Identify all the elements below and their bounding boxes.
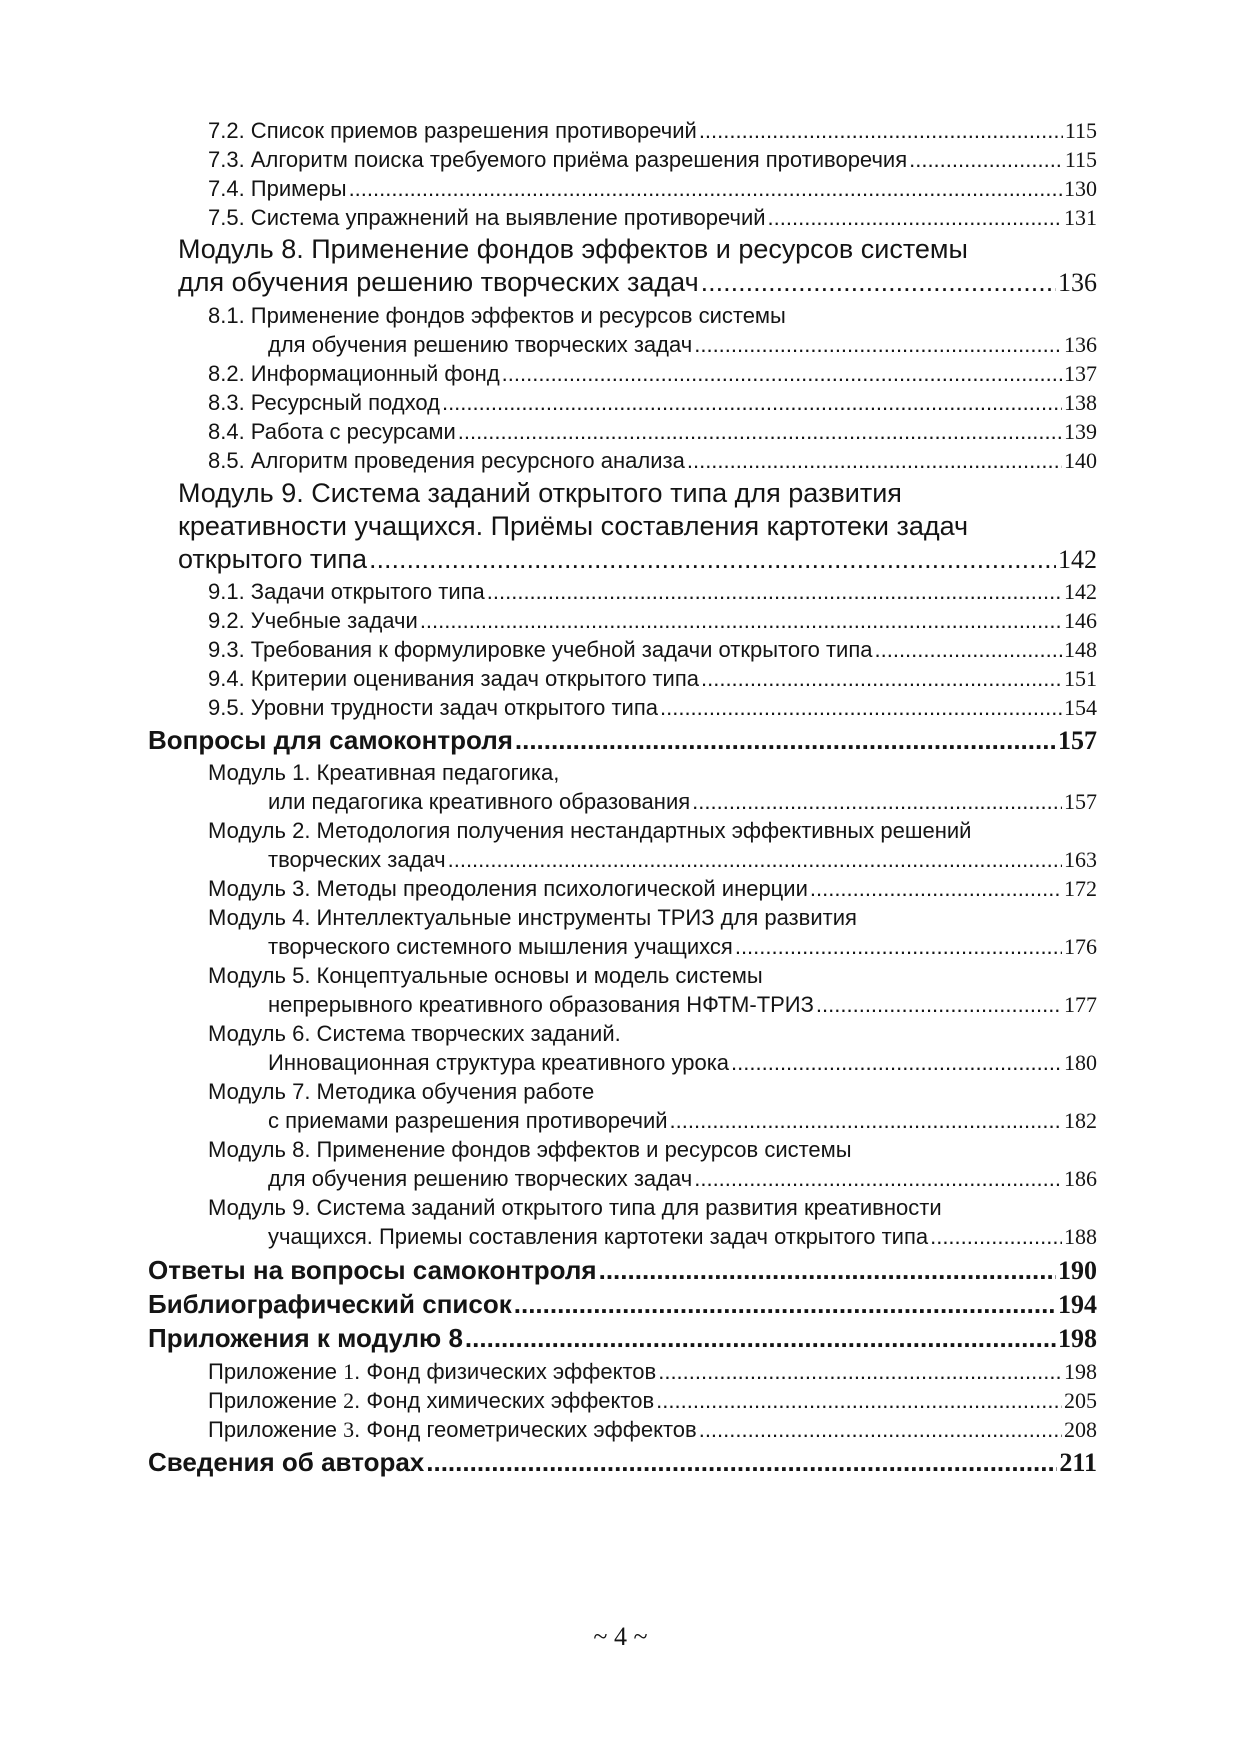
toc-entry-title: 8.5. Алгоритм проведения ресурсного анализа xyxy=(208,448,685,473)
toc-entry-title: 7.3. Алгоритм поиска требуемого приёма разрешения противоречия xyxy=(208,147,908,172)
toc-page-number: 136 xyxy=(1064,332,1097,357)
toc-entry-first-line[interactable] xyxy=(0,905,1241,931)
toc-page-number: 140 xyxy=(1064,448,1097,473)
toc-leader xyxy=(458,419,1062,445)
toc-page-number: 188 xyxy=(1064,1224,1097,1249)
toc-leader xyxy=(768,205,1062,231)
toc-page-number: 130 xyxy=(1064,176,1097,201)
toc-page-number: 186 xyxy=(1064,1166,1097,1191)
toc-leader xyxy=(694,332,1062,358)
toc-page-number: 142 xyxy=(1058,545,1097,574)
toc-entry-title: Модуль 1. Креативная педагогика, xyxy=(208,760,560,785)
toc-module-title-line2[interactable] xyxy=(0,511,1241,542)
toc-leader xyxy=(810,876,1062,902)
toc-module-title[interactable] xyxy=(0,234,1241,265)
toc-leader xyxy=(670,1108,1062,1134)
toc-section-heading[interactable] xyxy=(0,1323,1241,1354)
toc-entry-title: Модуль 8. Применение фондов эффектов и ресурсов системы xyxy=(178,234,968,264)
toc-leader xyxy=(658,1359,1062,1385)
toc-leader xyxy=(731,1050,1062,1076)
toc-entry-continuation: открытого типа xyxy=(178,544,367,574)
toc-entry-continuation: учащихся. Приемы составления картотеки задач открытого типа xyxy=(268,1224,929,1249)
toc-entry-continuation: или педагогика креативного образования xyxy=(268,789,691,814)
appendix-number: 2 xyxy=(343,1388,355,1413)
toc-entry-title: Модуль 6. Система творческих заданий. xyxy=(208,1021,621,1046)
toc-page-number: 136 xyxy=(1058,268,1097,297)
toc-entry-title: 9.4. Критерии оценивания задач открытого типа xyxy=(208,666,699,691)
toc-entry-title: 9.2. Учебные задачи xyxy=(208,608,418,633)
toc-entry-title: 8.1. Применение фондов эффектов и ресурсов системы xyxy=(208,303,786,328)
toc-entry[interactable] xyxy=(0,789,1241,815)
toc-entry[interactable] xyxy=(0,579,1241,605)
toc-entry[interactable] xyxy=(0,934,1241,960)
toc-page-number: 142 xyxy=(1064,579,1097,604)
toc-leader xyxy=(687,448,1062,474)
toc-entry-title: Приложение 2. Фонд химических эффектов xyxy=(208,1388,655,1413)
toc-leader xyxy=(656,1388,1062,1414)
toc-entry[interactable] xyxy=(0,1359,1241,1385)
toc-section-heading[interactable] xyxy=(0,1255,1241,1286)
toc-entry[interactable] xyxy=(0,361,1241,387)
toc-entry[interactable] xyxy=(0,118,1241,144)
toc-entry-first-line[interactable] xyxy=(0,818,1241,844)
toc-entry-title: 9.5. Уровни трудности задач открытого типа xyxy=(208,695,658,720)
toc-page-number: 137 xyxy=(1064,361,1097,386)
toc-entry-title: Модуль 9. Система заданий открытого типа для развития xyxy=(178,478,902,508)
toc-entry-title: 9.1. Задачи открытого типа xyxy=(208,579,485,604)
toc-entry-title: 8.4. Работа с ресурсами xyxy=(208,419,456,444)
toc-entry-title: Модуль 2. Методология получения нестандартных эффективных решений xyxy=(208,818,972,843)
toc-entry-title: Приложение 3. Фонд геометрических эффектов xyxy=(208,1417,697,1442)
toc-entry[interactable] xyxy=(0,876,1241,902)
toc-leader xyxy=(515,725,1056,756)
toc-page-number: 154 xyxy=(1064,695,1097,720)
toc-entry-continuation: творческого системного мышления учащихся xyxy=(268,934,733,959)
toc-entry-title: Приложение 1. Фонд физических эффектов xyxy=(208,1359,657,1384)
toc-leader xyxy=(448,847,1062,873)
toc-entry[interactable] xyxy=(0,332,1241,358)
toc-page-number: 139 xyxy=(1064,419,1097,444)
toc-leader xyxy=(699,118,1063,144)
toc-entry-title: 7.5. Система упражнений на выявление противоречий xyxy=(208,205,766,230)
page-number-footer: ~ 4 ~ xyxy=(593,1622,648,1651)
toc-entry-title: Модуль 9. Система заданий открытого типа для развития креативности xyxy=(208,1195,942,1220)
toc-entry-first-line[interactable] xyxy=(0,1079,1241,1105)
toc-leader xyxy=(694,1166,1062,1192)
toc-page-number: 146 xyxy=(1064,608,1097,633)
toc-entry-title: 8.3. Ресурсный подход xyxy=(208,390,440,415)
toc-leader xyxy=(930,1224,1062,1250)
toc-page-number: 138 xyxy=(1064,390,1097,415)
toc-entry[interactable] xyxy=(0,695,1241,721)
toc-leader xyxy=(875,637,1063,663)
toc-page-number: 182 xyxy=(1064,1108,1097,1133)
toc-entry[interactable] xyxy=(0,1166,1241,1192)
toc-entry-continuation: непрерывного креативного образования НФТМ-ТРИЗ xyxy=(268,992,814,1017)
toc-entry-continuation: с приемами разрешения противоречий xyxy=(268,1108,668,1133)
toc-entry-title: Сведения об авторах xyxy=(148,1447,425,1477)
toc-leader xyxy=(909,147,1063,173)
toc-leader xyxy=(699,1417,1062,1443)
toc-leader xyxy=(692,789,1062,815)
toc-entry[interactable] xyxy=(0,267,1241,298)
toc-leader xyxy=(660,695,1062,721)
toc-leader xyxy=(735,934,1062,960)
toc-leader xyxy=(514,1289,1056,1320)
toc-page-number: 115 xyxy=(1064,147,1097,172)
toc-entry-first-line[interactable] xyxy=(0,760,1241,786)
toc-entry[interactable] xyxy=(0,205,1241,231)
toc-page-number: 194 xyxy=(1058,1290,1097,1319)
toc-page-number: 151 xyxy=(1064,666,1097,691)
toc-leader xyxy=(487,579,1062,605)
toc-entry[interactable] xyxy=(0,1388,1241,1414)
toc-page-number: 131 xyxy=(1064,205,1097,230)
toc-section-heading[interactable] xyxy=(0,1289,1241,1320)
toc-page-number: 190 xyxy=(1058,1256,1097,1285)
toc-module-title[interactable] xyxy=(0,478,1241,509)
toc-entry-continuation: Инновационная структура креативного урока xyxy=(268,1050,730,1075)
toc-leader xyxy=(701,267,1056,298)
toc-entry[interactable] xyxy=(0,666,1241,692)
toc-leader xyxy=(349,176,1062,202)
toc-entry[interactable] xyxy=(0,419,1241,445)
toc-entry-first-line[interactable] xyxy=(0,303,1241,329)
toc-entry[interactable] xyxy=(0,637,1241,663)
toc-entry-title: Модуль 5. Концептуальные основы и модель системы xyxy=(208,963,763,988)
toc-entry[interactable] xyxy=(0,1050,1241,1076)
toc-entry-title: 7.2. Список приемов разрешения противоречий xyxy=(208,118,697,143)
toc-leader xyxy=(426,1447,1057,1478)
appendix-number: 3 xyxy=(343,1417,355,1442)
toc-entry[interactable] xyxy=(0,1417,1241,1443)
toc-leader xyxy=(442,390,1062,416)
toc-entry-first-line[interactable] xyxy=(0,1137,1241,1163)
toc-entry-title: Модуль 4. Интеллектуальные инструменты ТРИЗ для развития xyxy=(208,905,857,930)
toc-page-number: 115 xyxy=(1064,118,1097,143)
toc-entry-first-line[interactable] xyxy=(0,963,1241,989)
toc-leader xyxy=(502,361,1062,387)
toc-page-number: 148 xyxy=(1064,637,1097,662)
toc-page-number: 211 xyxy=(1059,1448,1097,1477)
toc-entry-continuation: креативности учащихся. Приёмы составления картотеки задач xyxy=(178,511,969,541)
toc-page-number: 172 xyxy=(1064,876,1097,901)
toc-section-heading[interactable] xyxy=(0,725,1241,756)
toc-leader xyxy=(465,1323,1056,1354)
toc-entry-title: Вопросы для самоконтроля xyxy=(148,725,513,755)
toc-entry-continuation: для обучения решению творческих задач xyxy=(268,1166,693,1191)
toc-section-heading[interactable] xyxy=(0,1447,1241,1478)
toc-entry-title: 9.3. Требования к формулировке учебной задачи открытого типа xyxy=(208,637,873,662)
toc-entry-title: Приложения к модулю 8 xyxy=(148,1323,463,1353)
toc-page-number: 177 xyxy=(1064,992,1097,1017)
toc-entry[interactable] xyxy=(0,544,1241,575)
toc-entry-continuation: для обучения решению творческих задач xyxy=(178,267,699,297)
toc-page-number: 163 xyxy=(1064,847,1097,872)
toc-page-number: 198 xyxy=(1058,1324,1097,1353)
toc-entry-first-line[interactable] xyxy=(0,1195,1241,1221)
toc-entry[interactable] xyxy=(0,176,1241,202)
toc-page-number: 176 xyxy=(1064,934,1097,959)
toc-entry-first-line[interactable] xyxy=(0,1021,1241,1047)
toc-entry-title: Модуль 3. Методы преодоления психологической инерции xyxy=(208,876,808,901)
toc-page-number: 157 xyxy=(1058,726,1097,755)
toc-leader xyxy=(701,666,1062,692)
toc-page-number: 198 xyxy=(1064,1359,1097,1384)
toc-entry[interactable] xyxy=(0,1224,1241,1250)
toc-entry[interactable] xyxy=(0,608,1241,634)
toc-entry-title: Модуль 7. Методика обучения работе xyxy=(208,1079,595,1104)
appendix-number: 1 xyxy=(343,1359,355,1384)
toc-entry-title: 7.4. Примеры xyxy=(208,176,347,201)
toc-page-number: 180 xyxy=(1064,1050,1097,1075)
toc-entry-title: Модуль 8. Применение фондов эффектов и ресурсов системы xyxy=(208,1137,852,1162)
toc-entry-title: Ответы на вопросы самоконтроля xyxy=(148,1255,597,1285)
toc-entry-continuation: для обучения решению творческих задач xyxy=(268,332,693,357)
toc-entry[interactable] xyxy=(0,847,1241,873)
toc-entry[interactable] xyxy=(0,448,1241,474)
toc-page-number: 208 xyxy=(1064,1417,1097,1442)
toc-entry[interactable] xyxy=(0,992,1241,1018)
toc-entry[interactable] xyxy=(0,147,1241,173)
toc-entry-title: 8.2. Информационный фонд xyxy=(208,361,500,386)
toc-leader xyxy=(599,1255,1056,1286)
toc-page-number: 205 xyxy=(1064,1388,1097,1413)
toc-leader xyxy=(420,608,1062,634)
toc-leader xyxy=(816,992,1062,1018)
toc-entry-title: Библиографический список xyxy=(148,1289,512,1319)
toc-entry[interactable] xyxy=(0,390,1241,416)
toc-entry-continuation: творческих задач xyxy=(268,847,446,872)
toc-page-number: 157 xyxy=(1064,789,1097,814)
toc-entry[interactable] xyxy=(0,1108,1241,1134)
toc-leader xyxy=(369,544,1056,575)
